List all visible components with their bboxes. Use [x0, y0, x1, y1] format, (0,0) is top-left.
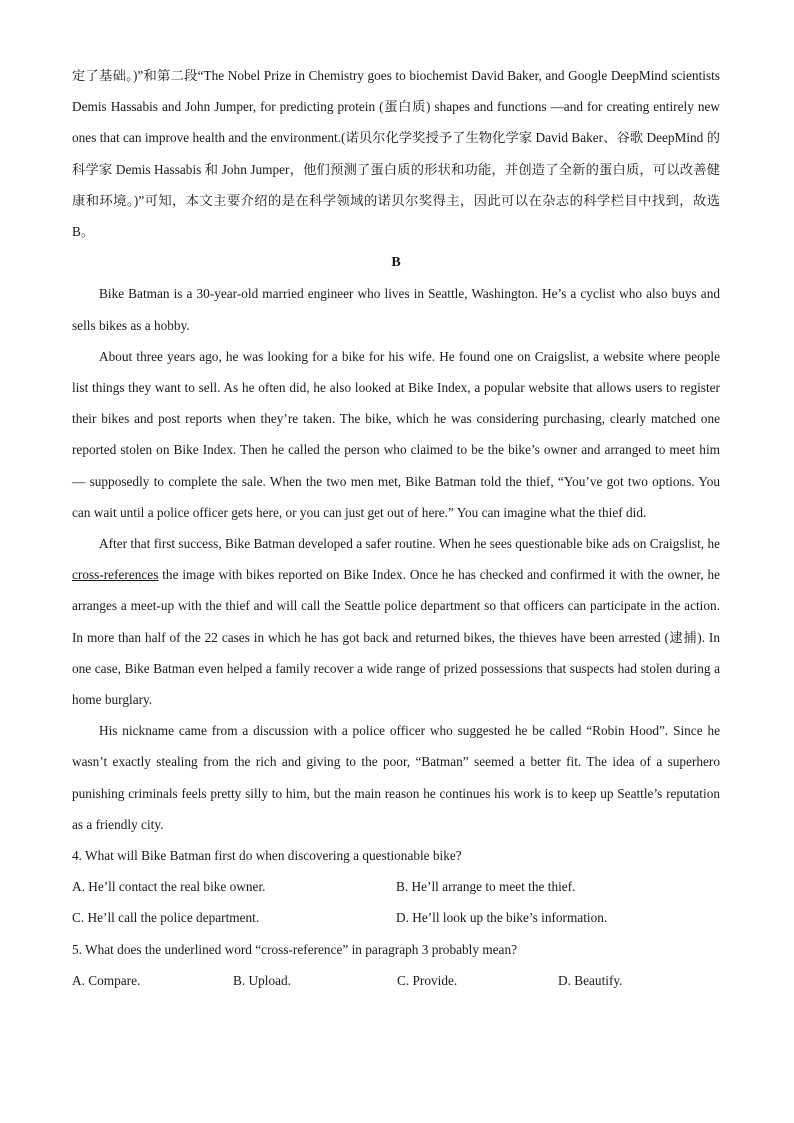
question-4-stem: 4. What will Bike Batman first do when discovering a questionable bike? [72, 848, 462, 864]
question-5-options-row [72, 965, 720, 996]
passage-paragraph-4: His nickname came from a discussion with a police officer who suggested he be called “Robin Hood”. Since he wasn’t exactly stealing from the rich and giving to the poor, “Batman” seemed a better fit. The idea of a superhero punishing criminals feels pretty silly to him, but the main reason he continues his work is to keep up Seattle’s reputation as a friendly city. [72, 723, 720, 832]
passage-paragraph-2: About three years ago, he was looking for a bike for his wife. He found one on Craigslist, a website where people list things they want to sell. As he often did, he also looked at Bike Index, a popular website that allows users to register their bikes and post reports when they’re taken. The bike, which he was considering purchasing, clearly matched one reported stolen on Bike Index. Then he called the person who claimed to be the bike’s owner and arranged to meet him — supposedly to complete the sale. When the two men met, Bike Batman told the thief, “You’ve got two options. You can wait until a police officer gets here, or you can just get out of here.” You can imagine what the thief did. [72, 348, 720, 520]
document-page [72, 60, 720, 996]
passage-paragraph-1: Bike Batman is a 30-year-old married engineer who lives in Seattle, Washington. He’s a cyclist who also buys and sells bikes as a hobby. [72, 286, 720, 333]
question-5-option-d[interactable]: D. Beautify. [558, 972, 623, 988]
question-5-stem: 5. What does the underlined word “cross-reference” in paragraph 3 probably mean? [72, 941, 518, 957]
passage-paragraph-3 [72, 528, 720, 715]
question-4-option-a[interactable]: A. He’ll contact the real bike owner. [72, 879, 266, 895]
question-4-option-b[interactable]: B. He’ll arrange to meet the thief. [396, 879, 576, 895]
question-4-options-row-2 [72, 902, 720, 933]
section-title: B [391, 255, 401, 271]
question-4-options-row-1 [72, 871, 720, 902]
paragraph-3-text-before: After that first success, Bike Batman developed a safer routine. When he sees questionable bike ads on Craigslist, he [99, 536, 720, 552]
question-5-option-c[interactable]: C. Provide. [397, 972, 458, 988]
question-4-option-c[interactable]: C. He’ll call the police department. [72, 910, 260, 926]
underlined-word: cross-references [72, 567, 159, 583]
question-5-option-b[interactable]: B. Upload. [233, 972, 291, 988]
answer-explanation-paragraph: 定了基础。)”和第二段“The Nobel Prize in Chemistry goes to biochemist David Baker, and Google DeepMind scientists Demis Hassabis and John Jumper, for predicting protein (蛋白质) shapes and functions —and for creating entirely new ones that can improve health and the environment.(诺贝尔化学奖授予了生物化学家 David Baker、谷歌 DeepMind 的科学家 Demis Hassabis 和 John Jumper，他们预测了蛋白质的形状和功能，并创造了全新的蛋白质，可以改善健康和环境。)”可知，本文主要介绍的是在科学领域的诺贝尔奖得主，因此可以在杂志的科学栏目中找到，故选 B。 [72, 68, 720, 240]
question-5-option-a[interactable]: A. Compare. [72, 972, 141, 988]
paragraph-3-text-after: the image with bikes reported on Bike Index. Once he has checked and confirmed it with the owner, he arranges a meet-up with the thief and will call the Seattle police department so that officers can participate in the action. In more than half of the 22 cases in which he has got back and returned bikes, the thieves have been arrested (逮捕). In one case, Bike Batman even helped a family recover a wide range of prized possessions that suspects had stolen during a home burglary. [72, 567, 720, 708]
question-4-option-d[interactable]: D. He’ll look up the bike’s information. [396, 910, 608, 926]
